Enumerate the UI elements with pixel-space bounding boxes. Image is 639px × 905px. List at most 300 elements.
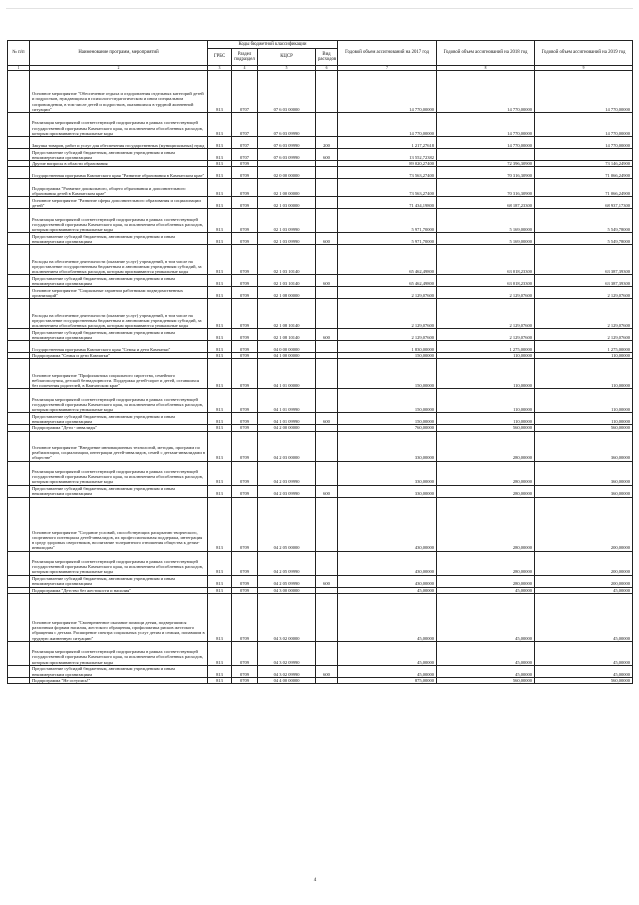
- row-grbs: 813: [208, 461, 232, 485]
- row-index: [8, 413, 30, 425]
- row-name: Государственная программа Камчатского края "Развитие образования в Камчатском крае": [30, 167, 208, 179]
- row-index: [8, 71, 30, 113]
- table-row: [8, 461, 633, 485]
- row-value-2017: 2 129,07600: [338, 329, 437, 341]
- row-value-2018: [437, 149, 535, 161]
- table-row: [8, 641, 633, 665]
- row-value-2017: 330,00000: [338, 431, 437, 461]
- row-kcsr: 04 3 00 00000: [258, 587, 316, 593]
- row-index: [8, 431, 30, 461]
- row-value-2017: 1 217,27618: [338, 137, 437, 149]
- row-grbs: 813: [208, 329, 232, 341]
- table-row: [8, 431, 633, 461]
- row-vid: 600: [316, 233, 338, 245]
- row-name: Основное мероприятие "Профилактика социального сиротства, семейного неблагополучия, детской безнадзорности. Поддержка детей-сирот и детей, оставшихся без попечения родителей, в Камчатском крае": [30, 359, 208, 389]
- row-razdel: 0707: [232, 113, 258, 137]
- row-value-2017: 150,00000: [338, 353, 437, 359]
- row-value-2018: 2 129,07600: [437, 299, 535, 329]
- row-name: Предоставление субсидий бюджетным, автономным учреждениям и иным некоммерческим организациям: [30, 413, 208, 425]
- row-vid: [316, 167, 338, 179]
- row-value-2018: 14 770,00000: [437, 71, 535, 113]
- header-grbs: ГРБС: [208, 49, 232, 66]
- row-grbs: 813: [208, 167, 232, 179]
- table-row: [8, 329, 633, 341]
- row-vid: [316, 677, 338, 683]
- row-kcsr: 07 6 03 00000: [258, 71, 316, 113]
- row-value-2019: 200,00000: [535, 551, 633, 575]
- row-vid: [316, 341, 338, 353]
- row-kcsr: 02 1 03 00000: [258, 197, 316, 209]
- row-kcsr: 02 1 00 00000: [258, 179, 316, 197]
- column-number: 1: [8, 66, 30, 71]
- row-index: [8, 197, 30, 209]
- row-grbs: 813: [208, 497, 232, 551]
- row-value-2018: 63 018,23300: [437, 275, 535, 287]
- row-razdel: 0709: [232, 245, 258, 275]
- row-grbs: 813: [208, 71, 232, 113]
- row-name: Предоставление субсидий бюджетным, автономным учреждениям и иным некоммерческим организациям: [30, 233, 208, 245]
- row-vid: [316, 245, 338, 275]
- column-number: 4: [232, 66, 258, 71]
- row-value-2018: 110,00000: [437, 353, 535, 359]
- row-kcsr: 07 6 03 09990: [258, 137, 316, 149]
- row-value-2018: 14 770,00000: [437, 137, 535, 149]
- row-value-2018: 14 770,00000: [437, 113, 535, 137]
- table-row: [8, 575, 633, 587]
- page-number: 4: [313, 878, 317, 883]
- table-row: [8, 167, 633, 179]
- row-value-2019: 14 770,00000: [535, 137, 633, 149]
- row-razdel: 0709: [232, 551, 258, 575]
- row-index: [8, 167, 30, 179]
- row-index: [8, 551, 30, 575]
- table-row: [8, 149, 633, 161]
- row-kcsr: 04 2 03 09990: [258, 485, 316, 497]
- row-value-2017: 330,00000: [338, 461, 437, 485]
- row-value-2017: 13 552,72382: [338, 149, 437, 161]
- row-vid: [316, 461, 338, 485]
- row-index: [8, 461, 30, 485]
- row-value-2018: 45,00000: [437, 593, 535, 641]
- row-grbs: 813: [208, 425, 232, 431]
- row-grbs: 813: [208, 233, 232, 245]
- row-razdel: 0707: [232, 137, 258, 149]
- row-value-2019: 110,00000: [535, 353, 633, 359]
- row-grbs: 813: [208, 485, 232, 497]
- row-value-2019: 360,00000: [535, 431, 633, 461]
- row-vid: [316, 431, 338, 461]
- row-name: Реализация мероприятий соответствующей подпрограммы в рамках соответствующей государственной программы Камчатского края, за исключением обособленных расходов, которым присваиваются уникальные коды: [30, 551, 208, 575]
- row-value-2017: 2 129,07600: [338, 299, 437, 329]
- row-name: Подпрограмма "Детство без жестокости и насилия": [30, 587, 208, 593]
- row-value-2018: 45,00000: [437, 587, 535, 593]
- row-razdel: 0707: [232, 71, 258, 113]
- row-grbs: 813: [208, 551, 232, 575]
- row-value-2019: 2 129,07600: [535, 287, 633, 299]
- row-kcsr: 02 1 03 09990: [258, 233, 316, 245]
- column-number: 6: [316, 66, 338, 71]
- row-value-2019: 63 387,39300: [535, 245, 633, 275]
- row-kcsr: 04 1 01 09990: [258, 389, 316, 413]
- row-grbs: 813: [208, 431, 232, 461]
- row-kcsr: 04 2 00 00000: [258, 425, 316, 431]
- row-value-2017: 71 434,19800: [338, 197, 437, 209]
- row-index: [8, 641, 30, 665]
- row-razdel: 0709: [232, 353, 258, 359]
- row-value-2018: 68 187,23300: [437, 197, 535, 209]
- budget-table: [7, 40, 633, 684]
- row-value-2017: 430,00000: [338, 575, 437, 587]
- row-name: Предоставление субсидий бюджетным, автономным учреждениям и иным некоммерческим организациям: [30, 485, 208, 497]
- row-kcsr: 07 6 03 09990: [258, 149, 316, 161]
- row-vid: [316, 593, 338, 641]
- row-vid: [316, 497, 338, 551]
- header-name: Наименование программ, мероприятий: [30, 41, 208, 66]
- row-name: Расходы на обеспечение деятельности (оказание услуг) учреждений, в том числе на предоставление государственным бюджетным и автономным учреждениям субсидий, за исключением обособленных расходов, которым присваиваются уникальные коды: [30, 299, 208, 329]
- row-razdel: 0709: [232, 413, 258, 425]
- table-row: [8, 389, 633, 413]
- header-kcsr: КЦСР: [258, 49, 316, 66]
- row-value-2019: 560,00000: [535, 425, 633, 431]
- row-grbs: 813: [208, 197, 232, 209]
- row-grbs: 813: [208, 665, 232, 677]
- row-name: Предоставление субсидий бюджетным, автономным учреждениям и иным некоммерческим организациям: [30, 275, 208, 287]
- row-razdel: 0709: [232, 233, 258, 245]
- row-kcsr: 02 1 08 10140: [258, 299, 316, 329]
- row-razdel: 0709: [232, 431, 258, 461]
- row-razdel: 0709: [232, 677, 258, 683]
- row-index: [8, 497, 30, 551]
- row-name: Закупка товаров, работ и услуг для обеспечения государственных (муниципальных) нужд: [30, 137, 208, 149]
- row-value-2017: 45,00000: [338, 593, 437, 641]
- column-number: 3: [208, 66, 232, 71]
- header-2019: Годовой объем ассигнований на 2019 год: [535, 41, 633, 66]
- row-value-2017: 430,00000: [338, 497, 437, 551]
- header-vid: Вид расходов: [316, 49, 338, 66]
- row-kcsr: 07 6 03 09990: [258, 113, 316, 137]
- row-name: Реализация мероприятий соответствующей подпрограммы в рамках соответствующей государственной программы Камчатского края, за исключением обособленных расходов, которым присваиваются уникальные коды: [30, 641, 208, 665]
- row-value-2018: 2 129,07600: [437, 287, 535, 299]
- row-value-2017: 65 462,49800: [338, 275, 437, 287]
- row-vid: [316, 197, 338, 209]
- row-value-2017: 150,00000: [338, 389, 437, 413]
- row-razdel: 0709: [232, 299, 258, 329]
- table-row: [8, 593, 633, 641]
- row-value-2018: 560,00000: [437, 677, 535, 683]
- row-value-2019: 110,00000: [535, 413, 633, 425]
- row-value-2018: 2 129,07600: [437, 329, 535, 341]
- row-name: Предоставление субсидий бюджетным, автономным учреждениям и иным некоммерческим организациям: [30, 575, 208, 587]
- row-grbs: 813: [208, 587, 232, 593]
- row-name: Реализация мероприятий соответствующей подпрограммы в рамках соответствующей государственной программы Камчатского края, за исключением обособленных расходов, которым присваиваются уникальные коды: [30, 113, 208, 137]
- row-kcsr: 04 0 00 00000: [258, 341, 316, 353]
- row-name: Расходы на обеспечение деятельности (оказание услуг) учреждений, в том числе на предоставление государственным бюджетным и автономным учреждениям субсидий, за исключением обособленных расходов, которым присваиваются уникальные коды: [30, 245, 208, 275]
- column-number: 7: [338, 66, 437, 71]
- row-razdel: 0709: [232, 329, 258, 341]
- row-index: [8, 329, 30, 341]
- row-value-2019: 63 387,39300: [535, 275, 633, 287]
- row-value-2017: 875,00000: [338, 677, 437, 683]
- row-value-2018: 560,00000: [437, 425, 535, 431]
- row-grbs: 813: [208, 137, 232, 149]
- row-kcsr: 04 3 02 09990: [258, 641, 316, 665]
- row-name: Подпрограмма "Развитие дошкольного, общего образования и дополнительного образования детей в Камчатском крае": [30, 179, 208, 197]
- header-2017: Годовой объем ассигнований на 2017 год: [338, 41, 437, 66]
- row-vid: [316, 359, 338, 389]
- row-value-2019: 200,00000: [535, 575, 633, 587]
- row-value-2019: 14 770,00000: [535, 71, 633, 113]
- row-value-2018: 280,00000: [437, 497, 535, 551]
- table-row: [8, 485, 633, 497]
- row-grbs: 813: [208, 275, 232, 287]
- row-index: [8, 593, 30, 641]
- row-razdel: 0709: [232, 485, 258, 497]
- row-value-2019: 14 770,00000: [535, 113, 633, 137]
- row-value-2017: 45,00000: [338, 641, 437, 665]
- table-row: [8, 497, 633, 551]
- row-razdel: 0709: [232, 179, 258, 197]
- row-value-2019: 110,00000: [535, 359, 633, 389]
- header-kbk-group: Коды бюджетной классификации: [208, 41, 338, 49]
- row-name: Предоставление субсидий бюджетным, автономным учреждениям и иным некоммерческим организациям: [30, 329, 208, 341]
- budget-rows: [8, 71, 633, 684]
- table-row: [8, 413, 633, 425]
- table-row: [8, 197, 633, 209]
- row-grbs: 813: [208, 341, 232, 353]
- row-index: [8, 275, 30, 287]
- row-vid: [316, 209, 338, 233]
- row-vid: 600: [316, 275, 338, 287]
- row-index: [8, 179, 30, 197]
- table-row: [8, 665, 633, 677]
- row-grbs: 813: [208, 161, 232, 167]
- row-index: [8, 299, 30, 329]
- row-index: [8, 677, 30, 683]
- row-value-2018: 280,00000: [437, 551, 535, 575]
- table-row: [8, 209, 633, 233]
- row-value-2017: 5 971,70000: [338, 209, 437, 233]
- row-name: Реализация мероприятий соответствующей подпрограммы в рамках соответствующей государственной программы Камчатского края, за исключением обособленных расходов, которым присваиваются уникальные коды: [30, 389, 208, 413]
- row-vid: [316, 179, 338, 197]
- row-value-2018: 110,00000: [437, 359, 535, 389]
- row-razdel: 0709: [232, 197, 258, 209]
- row-index: [8, 245, 30, 275]
- row-kcsr: 04 3 02 00000: [258, 593, 316, 641]
- row-value-2019: 73 146,24900: [535, 161, 633, 167]
- row-grbs: 813: [208, 359, 232, 389]
- table-row: [8, 359, 633, 389]
- column-number: 2: [30, 66, 208, 71]
- row-vid: [316, 113, 338, 137]
- table-row: [8, 137, 633, 149]
- row-value-2018: 70 316,30900: [437, 167, 535, 179]
- row-razdel: 0709: [232, 425, 258, 431]
- table-row: [8, 677, 633, 683]
- row-index: [8, 359, 30, 389]
- row-vid: [316, 551, 338, 575]
- row-value-2017: 330,00000: [338, 485, 437, 497]
- row-value-2017: 73 563,27400: [338, 179, 437, 197]
- row-name: Реализация мероприятий соответствующей подпрограммы в рамках соответствующей государственной программы Камчатского края, за исключением обособленных расходов, которым присваиваются уникальные коды: [30, 209, 208, 233]
- row-name: Предоставление субсидий бюджетным, автономным учреждениям и иным некоммерческим организациям: [30, 665, 208, 677]
- row-value-2019: 71 066,24900: [535, 179, 633, 197]
- row-value-2019: 1 275,00000: [535, 341, 633, 353]
- row-grbs: 813: [208, 389, 232, 413]
- row-index: [8, 665, 30, 677]
- row-name: Основное мероприятие "Внедрение инновационных технологий, методик, программ по реабилитации, социализации, интеграции детей-инвалидов, семей с детьми-инвалидами в обществе": [30, 431, 208, 461]
- row-grbs: 813: [208, 209, 232, 233]
- column-number: 8: [437, 66, 535, 71]
- row-grbs: 813: [208, 413, 232, 425]
- row-kcsr: 04 1 01 09990: [258, 413, 316, 425]
- row-name: Государственная программа Камчатского края "Семья и дети Камчатки": [30, 341, 208, 353]
- row-value-2017: 45,00000: [338, 587, 437, 593]
- row-vid: 600: [316, 413, 338, 425]
- row-kcsr: 04 2 05 09990: [258, 575, 316, 587]
- table-row: [8, 245, 633, 275]
- row-index: [8, 149, 30, 161]
- row-index: [8, 233, 30, 245]
- row-value-2019: 45,00000: [535, 665, 633, 677]
- row-value-2019: 45,00000: [535, 641, 633, 665]
- row-value-2017: 89 020,27400: [338, 161, 437, 167]
- row-name: Основное мероприятие "Своевременное оказание помощи детям, подвергшимся различным формам насилия, жестокого обращения, профилактика рисков жестокого обращения с детьми. Расширение спектра социальных услуг детям и семьям, попавшим в трудную жизненную ситуацию": [30, 593, 208, 641]
- row-razdel: 0707: [232, 149, 258, 161]
- row-vid: 600: [316, 149, 338, 161]
- row-value-2017: 5 971,70000: [338, 233, 437, 245]
- row-razdel: 0709: [232, 593, 258, 641]
- row-kcsr: 02 1 03 10140: [258, 245, 316, 275]
- table-row: [8, 113, 633, 137]
- row-vid: [316, 287, 338, 299]
- row-razdel: 0709: [232, 359, 258, 389]
- row-name: Подпрограмма "Семья и дети Камчатки": [30, 353, 208, 359]
- row-name: Другие вопросы в области образования: [30, 161, 208, 167]
- row-value-2018: 45,00000: [437, 641, 535, 665]
- row-kcsr: 04 2 03 00000: [258, 431, 316, 461]
- row-value-2019: 71 066,24900: [535, 167, 633, 179]
- row-vid: [316, 71, 338, 113]
- row-value-2018: 45,00000: [437, 665, 535, 677]
- row-value-2019: 2 129,07600: [535, 299, 633, 329]
- row-value-2019: 5 549,78000: [535, 233, 633, 245]
- table-row: [8, 341, 633, 353]
- row-vid: [316, 641, 338, 665]
- row-index: [8, 389, 30, 413]
- row-value-2019: 2 129,07600: [535, 329, 633, 341]
- row-name: Подпрограмма "Не оступись!": [30, 677, 208, 683]
- row-kcsr: 04 2 05 00000: [258, 497, 316, 551]
- row-kcsr: 04 2 03 09990: [258, 461, 316, 485]
- row-name: Основное мероприятие "Развитие сферы дополнительного образования и социализации детей": [30, 197, 208, 209]
- row-kcsr: 02 1 08 10140: [258, 329, 316, 341]
- row-value-2017: 45,00000: [338, 665, 437, 677]
- row-index: [8, 575, 30, 587]
- row-grbs: 813: [208, 677, 232, 683]
- row-razdel: 0709: [232, 341, 258, 353]
- row-vid: 600: [316, 485, 338, 497]
- row-razdel: 0709: [232, 209, 258, 233]
- row-kcsr: 04 4 00 00000: [258, 677, 316, 683]
- table-row: [8, 275, 633, 287]
- row-value-2018: 280,00000: [437, 431, 535, 461]
- table-row: [8, 233, 633, 245]
- row-index: [8, 209, 30, 233]
- row-razdel: 0709: [232, 575, 258, 587]
- row-razdel: 0709: [232, 461, 258, 485]
- row-value-2018: 280,00000: [437, 485, 535, 497]
- table-row: [8, 551, 633, 575]
- header-no: № п/п: [8, 41, 30, 66]
- row-value-2017: 760,00000: [338, 425, 437, 431]
- row-value-2019: 200,00000: [535, 497, 633, 551]
- row-value-2018: 110,00000: [437, 413, 535, 425]
- table-row: [8, 179, 633, 197]
- row-value-2018: 72 396,30900: [437, 161, 535, 167]
- row-value-2019: 360,00000: [535, 485, 633, 497]
- row-vid: 600: [316, 665, 338, 677]
- row-value-2017: 430,00000: [338, 551, 437, 575]
- row-value-2018: 70 316,30900: [437, 179, 535, 197]
- row-grbs: 813: [208, 353, 232, 359]
- row-razdel: 0709: [232, 665, 258, 677]
- row-value-2019: 360,00000: [535, 461, 633, 485]
- row-razdel: 0709: [232, 389, 258, 413]
- row-razdel: 0709: [232, 161, 258, 167]
- row-kcsr: 04 2 05 09990: [258, 551, 316, 575]
- row-razdel: 0709: [232, 275, 258, 287]
- row-grbs: 813: [208, 593, 232, 641]
- row-value-2017: 150,00000: [338, 413, 437, 425]
- column-number: 9: [535, 66, 633, 71]
- row-index: [8, 341, 30, 353]
- row-name: Реализация мероприятий соответствующей подпрограммы в рамках соответствующей государственной программы Камчатского края, за исключением обособленных расходов, которым присваиваются уникальные коды: [30, 461, 208, 485]
- row-value-2017: 73 563,27400: [338, 167, 437, 179]
- row-value-2019: [535, 149, 633, 161]
- table-row: [8, 287, 633, 299]
- column-number: 5: [258, 66, 316, 71]
- row-index: [8, 113, 30, 137]
- row-name: Предоставление субсидий бюджетным, автономным учреждениям и иным некоммерческим организациям: [30, 149, 208, 161]
- row-value-2018: 5 169,00000: [437, 233, 535, 245]
- row-value-2019: 68 937,17300: [535, 197, 633, 209]
- table-row: [8, 299, 633, 329]
- row-vid: 600: [316, 329, 338, 341]
- row-name: Основное мероприятие "Социальные гарантии работникам подведомственных организаций": [30, 287, 208, 299]
- table-row: [8, 71, 633, 113]
- row-value-2018: 63 018,23300: [437, 245, 535, 275]
- row-kcsr: 02 1 08 00000: [258, 287, 316, 299]
- row-value-2019: 560,00000: [535, 677, 633, 683]
- row-grbs: 813: [208, 113, 232, 137]
- row-grbs: 813: [208, 149, 232, 161]
- row-value-2018: 280,00000: [437, 575, 535, 587]
- row-index: [8, 485, 30, 497]
- row-kcsr: 02 1 03 10140: [258, 275, 316, 287]
- row-value-2018: 110,00000: [437, 389, 535, 413]
- row-kcsr: 04 1 01 00000: [258, 359, 316, 389]
- row-value-2019: 45,00000: [535, 587, 633, 593]
- row-value-2019: 5 549,78000: [535, 209, 633, 233]
- header-2018: Годовой объем ассигнований на 2018 год: [437, 41, 535, 66]
- row-grbs: 813: [208, 245, 232, 275]
- row-kcsr: 02 1 03 09990: [258, 209, 316, 233]
- row-grbs: 813: [208, 287, 232, 299]
- row-value-2017: 2 129,07600: [338, 287, 437, 299]
- row-grbs: 813: [208, 641, 232, 665]
- row-vid: 600: [316, 575, 338, 587]
- row-razdel: 0709: [232, 641, 258, 665]
